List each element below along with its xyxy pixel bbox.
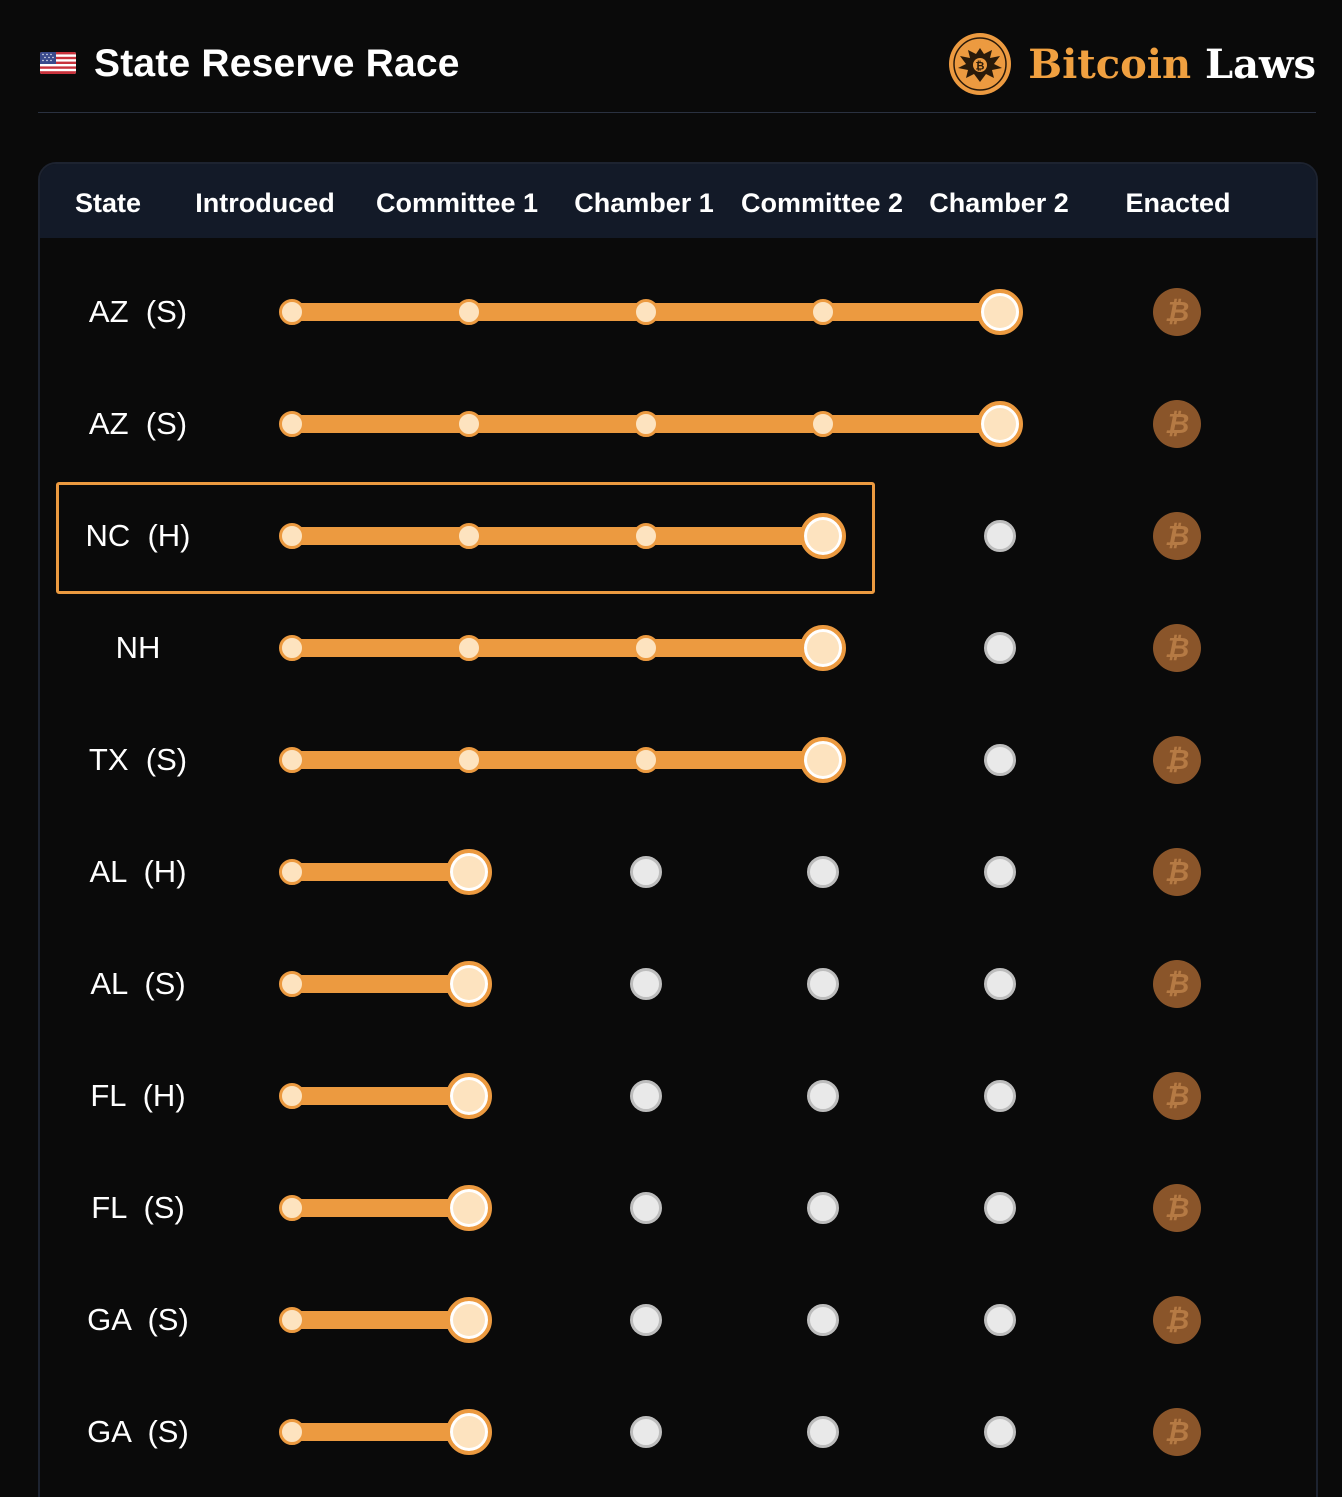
stage-dot-current[interactable] <box>446 1073 492 1119</box>
stage-dot-current[interactable] <box>977 289 1023 335</box>
table-row[interactable] <box>40 1152 1316 1264</box>
progress-track <box>292 863 469 881</box>
bitcoin-symbol: ₿ <box>1164 855 1190 888</box>
header-divider <box>38 112 1316 113</box>
progress-track <box>292 1311 469 1329</box>
stage-dot-done[interactable] <box>633 747 659 773</box>
bitcoin-icon <box>1153 624 1201 672</box>
bitcoin-symbol: ₿ <box>1164 743 1190 776</box>
bitcoin-icon <box>1153 960 1201 1008</box>
stage-dot-done[interactable] <box>633 635 659 661</box>
column-header-state[interactable]: State <box>74 188 142 218</box>
table-row[interactable] <box>40 1376 1316 1488</box>
bitcoin-icon <box>1153 848 1201 896</box>
stage-dot-done[interactable] <box>279 747 305 773</box>
bitcoin-symbol: ₿ <box>1164 631 1190 664</box>
stage-dot-pending[interactable] <box>984 1416 1016 1448</box>
column-header-enacted[interactable]: Enacted <box>1125 188 1231 218</box>
stage-dot-pending[interactable] <box>630 1080 662 1112</box>
stage-dot-done[interactable] <box>279 1419 305 1445</box>
stage-dot-pending[interactable] <box>807 856 839 888</box>
table-row[interactable] <box>40 1040 1316 1152</box>
stage-dot-pending[interactable] <box>984 520 1016 552</box>
bitcoin-symbol: ₿ <box>1164 1415 1190 1448</box>
column-header-committee-1[interactable]: Committee 1 <box>375 188 539 218</box>
table-row[interactable] <box>40 928 1316 1040</box>
bitcoin-symbol: ₿ <box>1164 1191 1190 1224</box>
progress-track <box>292 1199 469 1217</box>
stage-dot-current[interactable] <box>977 401 1023 447</box>
bitcoin-symbol: ₿ <box>1164 1079 1190 1112</box>
table-row[interactable] <box>40 480 1316 592</box>
eagle-seal-icon <box>948 32 1012 96</box>
bitcoin-symbol: ₿ <box>1164 519 1190 552</box>
progress-track <box>292 751 823 769</box>
stage-dot-pending[interactable] <box>984 856 1016 888</box>
us-flag-icon <box>40 52 76 74</box>
stage-dot-current[interactable] <box>446 849 492 895</box>
brand-name-part1: Bitcoin <box>1028 40 1192 88</box>
stage-dot-done[interactable] <box>810 299 836 325</box>
bitcoin-symbol: ₿ <box>1164 1303 1190 1336</box>
state-label: NC (H) <box>85 518 191 553</box>
column-header-chamber-1[interactable]: Chamber 1 <box>574 188 714 218</box>
svg-text:₿: ₿ <box>975 59 985 73</box>
bitcoin-icon <box>1153 512 1201 560</box>
stage-dot-done[interactable] <box>456 635 482 661</box>
stage-dot-done[interactable] <box>456 299 482 325</box>
stage-dot-done[interactable] <box>279 411 305 437</box>
bitcoin-icon <box>1153 1072 1201 1120</box>
state-label: AL (S) <box>90 966 186 1001</box>
state-label: NH <box>115 630 161 665</box>
bitcoin-icon <box>1153 1184 1201 1232</box>
stage-dot-pending[interactable] <box>807 1080 839 1112</box>
stage-dot-pending[interactable] <box>630 968 662 1000</box>
stage-dot-done[interactable] <box>810 411 836 437</box>
table-row[interactable] <box>40 1264 1316 1376</box>
table-row[interactable] <box>40 704 1316 816</box>
bitcoin-icon <box>1153 736 1201 784</box>
progress-track <box>292 1423 469 1441</box>
stage-dot-done[interactable] <box>456 747 482 773</box>
stage-dot-pending[interactable] <box>630 1304 662 1336</box>
bitcoin-symbol: ₿ <box>1164 967 1190 1000</box>
stage-dot-pending[interactable] <box>807 1416 839 1448</box>
stage-dot-current[interactable] <box>446 961 492 1007</box>
stage-dot-pending[interactable] <box>984 1080 1016 1112</box>
state-label: TX (S) <box>88 742 188 777</box>
bitcoin-symbol: ₿ <box>1164 295 1190 328</box>
bitcoin-symbol: ₿ <box>1164 407 1190 440</box>
bitcoin-icon <box>1153 1296 1201 1344</box>
stage-dot-current[interactable] <box>800 737 846 783</box>
stage-dot-current[interactable] <box>446 1297 492 1343</box>
header <box>38 30 1316 98</box>
race-table <box>38 162 1318 1497</box>
stage-dot-pending[interactable] <box>807 968 839 1000</box>
column-header-chamber-2[interactable]: Chamber 2 <box>929 188 1069 218</box>
table-row[interactable] <box>40 256 1316 368</box>
state-label: GA (S) <box>87 1414 189 1449</box>
progress-track <box>292 639 823 657</box>
stage-dot-done[interactable] <box>633 299 659 325</box>
state-label: GA (S) <box>87 1302 189 1337</box>
state-label: AZ (S) <box>88 406 188 441</box>
stage-dot-done[interactable] <box>279 1195 305 1221</box>
stage-dot-current[interactable] <box>446 1185 492 1231</box>
stage-dot-done[interactable] <box>279 299 305 325</box>
stage-dot-pending[interactable] <box>984 744 1016 776</box>
stage-dot-pending[interactable] <box>984 1304 1016 1336</box>
stage-dot-pending[interactable] <box>984 1192 1016 1224</box>
progress-track <box>292 1087 469 1105</box>
stage-dot-pending[interactable] <box>984 968 1016 1000</box>
bitcoin-icon <box>1153 400 1201 448</box>
bitcoin-icon <box>1153 1408 1201 1456</box>
table-row[interactable] <box>40 368 1316 480</box>
table-header <box>40 164 1316 238</box>
stage-dot-pending[interactable] <box>630 1192 662 1224</box>
brand-logo-link[interactable] <box>948 30 1316 98</box>
table-row[interactable] <box>40 816 1316 928</box>
stage-dot-pending[interactable] <box>984 632 1016 664</box>
state-label: FL (S) <box>91 1190 185 1225</box>
column-header-committee-2[interactable]: Committee 2 <box>740 188 904 218</box>
row-highlight <box>56 482 875 594</box>
stage-dot-done[interactable] <box>279 1083 305 1109</box>
table-row[interactable] <box>40 592 1316 704</box>
stage-dot-done[interactable] <box>279 1307 305 1333</box>
brand-name-part2: Laws <box>1205 40 1316 88</box>
brand-name <box>1028 41 1316 88</box>
stage-dot-current[interactable] <box>800 625 846 671</box>
stage-dot-pending[interactable] <box>630 1416 662 1448</box>
progress-track <box>292 975 469 993</box>
stage-dot-pending[interactable] <box>807 1192 839 1224</box>
state-label: AZ (S) <box>88 294 188 329</box>
state-label: FL (H) <box>90 1078 186 1113</box>
stage-dot-pending[interactable] <box>807 1304 839 1336</box>
stage-dot-done[interactable] <box>456 411 482 437</box>
stage-dot-pending[interactable] <box>630 856 662 888</box>
stage-dot-current[interactable] <box>446 1409 492 1455</box>
bitcoin-icon <box>1153 288 1201 336</box>
page-title: State Reserve Race <box>94 42 460 85</box>
stage-dot-done[interactable] <box>279 635 305 661</box>
stage-dot-done[interactable] <box>633 411 659 437</box>
stage-dot-done[interactable] <box>279 859 305 885</box>
column-header-introduced[interactable]: Introduced <box>195 188 335 218</box>
state-label: AL (H) <box>89 854 187 889</box>
stage-dot-done[interactable] <box>279 971 305 997</box>
